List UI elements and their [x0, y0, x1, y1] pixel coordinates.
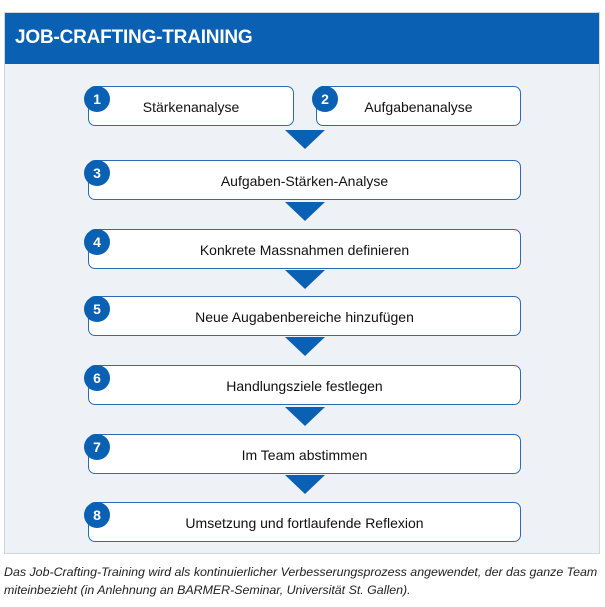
flow-arrow: [285, 270, 325, 289]
step-4-box: [88, 229, 521, 269]
step-5-box: [88, 296, 521, 336]
header-bar: [5, 13, 599, 64]
step-8-label: Umsetzung und fortlaufende Reflexion: [185, 515, 424, 531]
step-4-number-badge: 4: [84, 229, 110, 255]
step-5-number-badge: 5: [84, 296, 110, 322]
step-1-label: Stärkenanalyse: [142, 99, 240, 115]
step-4-label: Konkrete Massnahmen definieren: [199, 242, 410, 258]
step-6-number-badge: 6: [84, 365, 110, 391]
step-2-box: [316, 86, 521, 126]
step-1-number-badge: 1: [84, 86, 110, 112]
step-5-label: Neue Augabenbereiche hinzufügen: [195, 309, 414, 325]
flow-arrow: [285, 407, 325, 426]
step-6-box: [88, 365, 521, 405]
flow-arrow: [285, 130, 325, 149]
step-2-number-badge: 2: [312, 86, 338, 112]
flow-arrow: [285, 475, 325, 494]
step-6-label: Handlungsziele festlegen: [226, 378, 383, 394]
step-7-number-badge: 7: [84, 434, 110, 460]
flow-arrow: [285, 337, 325, 356]
step-3-number-badge: 3: [84, 160, 110, 186]
step-3-label: Aufgaben-Stärken-Analyse: [220, 173, 389, 189]
step-7-label: Im Team abstimmen: [241, 447, 368, 463]
step-2-label: Aufgabenanalyse: [364, 99, 473, 115]
step-8-box: [88, 502, 521, 542]
diagram-title: JOB-CRAFTING-TRAINING: [15, 27, 253, 48]
step-3-box: [88, 160, 521, 200]
step-1-box: [88, 86, 294, 126]
step-8-number-badge: 8: [84, 502, 110, 528]
step-7-box: [88, 434, 521, 474]
flow-arrow: [285, 202, 325, 221]
figure-caption: Das Job-Crafting-Training wird als kontinuierlicher Verbesserungsprozess angewendet, der das ganze Team miteinbezieht (in Anlehnung an BARMER-Seminar, Universität St. Gallen).: [4, 565, 598, 597]
